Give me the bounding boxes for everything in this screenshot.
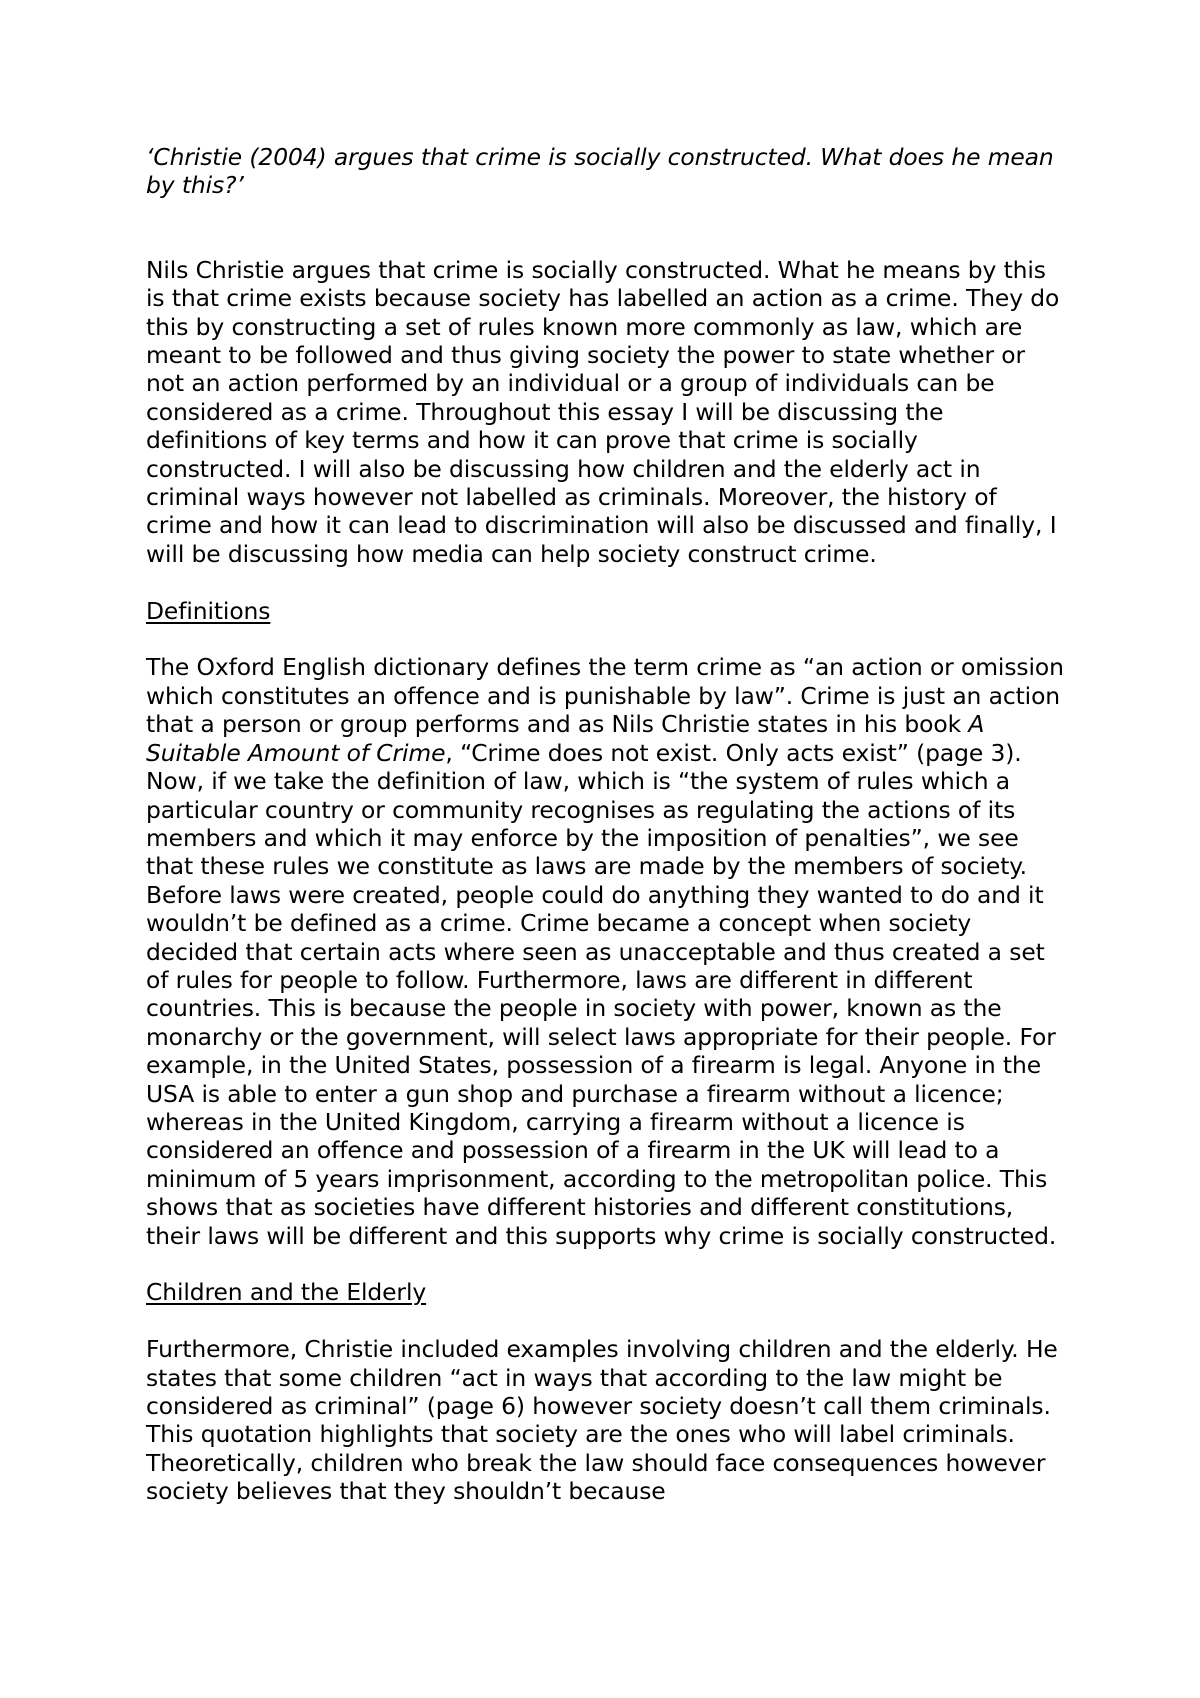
document-body bbox=[146, 143, 1066, 1506]
spacer bbox=[146, 1307, 1066, 1335]
spacer bbox=[146, 568, 1066, 596]
spacer bbox=[146, 625, 1066, 653]
section-heading-children-elderly: Children and the Elderly bbox=[146, 1278, 427, 1307]
section-heading-definitions: Definitions bbox=[146, 596, 271, 625]
definitions-text-part1: The Oxford English dictionary defines the term crime as “an action or omission which constitutes an offence and is punishable by law”. Crime is just an action that a person or group performs and as Nils Christie states in his book bbox=[146, 653, 1064, 739]
children-elderly-paragraph: Furthermore, Christie included examples involving children and the elderly. He states that some children “act in ways that according to the law might be considered as criminal” (page 6) however society doesn’t call them criminals. This quotation highlights that society are the ones who will label criminals. Theoretically, children who break the law should face consequences however society believes that they shouldn’t because bbox=[146, 1335, 1058, 1506]
definitions-text-part2: , “Crime does not exist. Only acts exist” (page 3). Now, if we take the definition of law, which is “the system of rules which a particular country or community recognises as regulating the actions of its members and which it may enforce by the imposition of penalties”, we see that these rules we constitute as laws are made by the members of society. Before laws were created, people could do anything they wanted to do and it wouldn’t be defined as a crime. Crime became a concept when society decided that certain acts where seen as unacceptable and thus created a set of rules for people to follow. Furthermore, laws are different in different countries. This is because the people in society with power, known as the monarchy or the government, will select laws appropriate for their people. For example, in the United States, possession of a firearm is legal. Anyone in the USA is able to enter a gun shop and purchase a firearm without a licence; whereas in the United Kingdom, carrying a firearm without a licence is considered an offence and possession of a firearm in the UK will lead to a minimum of 5 years imprisonment, according to the metropolitan police. This shows that as societies have different histories and different constitutions, their laws will be different and this supports why crime is socially constructed. bbox=[146, 738, 1057, 1250]
essay-question: ‘Christie (2004) argues that crime is socially constructed. What does he mean by this?’ bbox=[146, 143, 1054, 200]
intro-paragraph: Nils Christie argues that crime is socially constructed. What he means by this is that crime exists because society has labelled an action as a crime. They do this by constructing a set of rules known more commonly as law, which are meant to be followed and thus giving society the power to state whether or not an action performed by an individual or a group of individuals can be considered as a crime. Throughout this essay I will be discussing the definitions of key terms and how it can prove that crime is socially constructed. I will also be discussing how children and the elderly act in criminal ways however not labelled as criminals. Moreover, the history of crime and how it can lead to discrimination will also be discussed and finally, I will be discussing how media can help society construct crime. bbox=[146, 255, 1060, 568]
definitions-paragraph bbox=[146, 653, 1066, 1250]
spacer bbox=[146, 200, 1066, 256]
spacer bbox=[146, 1250, 1066, 1278]
book-title: A Suitable Amount of Crime bbox=[146, 710, 985, 767]
